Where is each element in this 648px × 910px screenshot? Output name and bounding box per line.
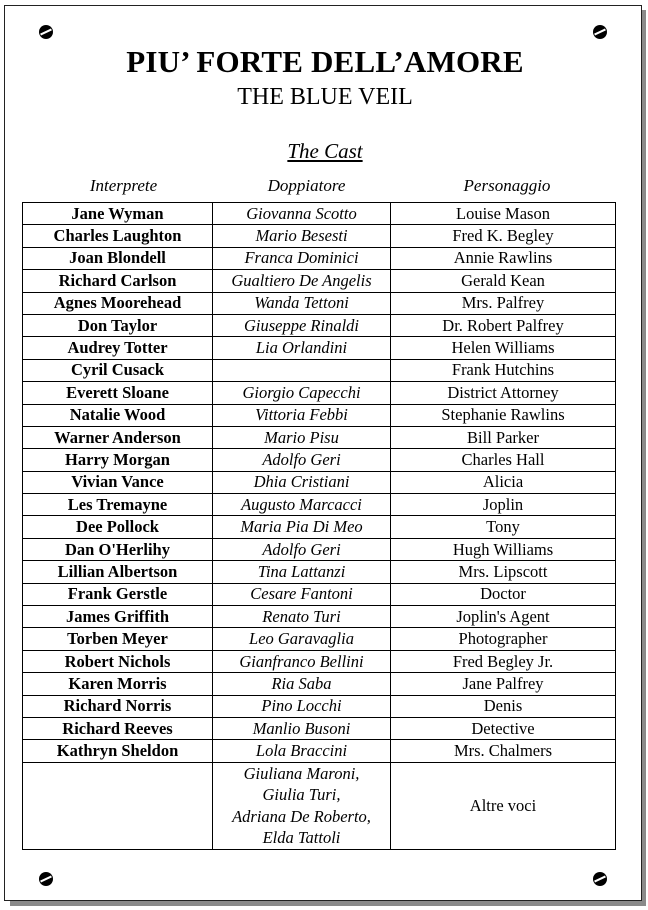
actor-cell: Harry Morgan bbox=[23, 449, 213, 471]
dubber-cell: Mario Besesti bbox=[213, 225, 391, 247]
actor-cell: Charles Laughton bbox=[23, 225, 213, 247]
table-row bbox=[23, 740, 616, 762]
dubber-cell: Pino Locchi bbox=[213, 695, 391, 717]
table-row bbox=[23, 561, 616, 583]
table-row bbox=[23, 583, 616, 605]
actor-cell: Torben Meyer bbox=[23, 628, 213, 650]
actor-cell: Everett Sloane bbox=[23, 382, 213, 404]
table-row bbox=[23, 404, 616, 426]
role-cell: Frank Hutchins bbox=[391, 359, 616, 381]
dubber-cell: Lia Orlandini bbox=[213, 337, 391, 359]
dubber-cell: Vittoria Febbi bbox=[213, 404, 391, 426]
dubber-cell: Giuseppe Rinaldi bbox=[213, 314, 391, 336]
actor-cell: Don Taylor bbox=[23, 314, 213, 336]
table-row bbox=[23, 628, 616, 650]
screw-hole-bottom-left bbox=[39, 872, 53, 886]
actor-cell: Dee Pollock bbox=[23, 516, 213, 538]
role-cell: Bill Parker bbox=[391, 426, 616, 448]
actor-cell bbox=[23, 762, 213, 849]
dubber-cell: Franca Dominici bbox=[213, 247, 391, 269]
role-cell: Gerald Kean bbox=[391, 270, 616, 292]
role-cell: Louise Mason bbox=[391, 203, 616, 225]
table-row bbox=[23, 717, 616, 739]
table-row bbox=[23, 292, 616, 314]
page-title: PIU’ FORTE DELL’AMORE bbox=[126, 44, 524, 79]
cast-table bbox=[22, 202, 616, 850]
table-row bbox=[23, 695, 616, 717]
role-cell: Mrs. Chalmers bbox=[391, 740, 616, 762]
table-row bbox=[23, 337, 616, 359]
actor-cell: Les Tremayne bbox=[23, 494, 213, 516]
dubber-cell: Leo Garavaglia bbox=[213, 628, 391, 650]
table-row bbox=[23, 314, 616, 336]
dubber-cell: Adolfo Geri bbox=[213, 538, 391, 560]
dubber-line: Giuliana Maroni, bbox=[243, 763, 360, 783]
role-cell: Helen Williams bbox=[391, 337, 616, 359]
dubber-cell: Lola Braccini bbox=[213, 740, 391, 762]
role-cell: Mrs. Lipscott bbox=[391, 561, 616, 583]
table-row bbox=[23, 673, 616, 695]
actor-cell: Cyril Cusack bbox=[23, 359, 213, 381]
table-row bbox=[23, 203, 616, 225]
dubber-line: Giulia Turi, bbox=[262, 785, 341, 805]
dubber-cell bbox=[213, 359, 391, 381]
dubber-cell: Wanda Tettoni bbox=[213, 292, 391, 314]
column-header-doppiatore: Doppiatore bbox=[267, 176, 346, 195]
table-row bbox=[23, 270, 616, 292]
page-subtitle: THE BLUE VEIL bbox=[237, 84, 413, 110]
table-row bbox=[23, 650, 616, 672]
role-cell: Stephanie Rawlins bbox=[391, 404, 616, 426]
dubber-cell: Mario Pisu bbox=[213, 426, 391, 448]
table-row bbox=[23, 538, 616, 560]
screw-hole-top-left bbox=[39, 25, 53, 39]
role-cell: Jane Palfrey bbox=[391, 673, 616, 695]
screw-hole-bottom-right bbox=[593, 872, 607, 886]
table-row bbox=[23, 426, 616, 448]
dubber-cell: Ria Saba bbox=[213, 673, 391, 695]
table-row bbox=[23, 382, 616, 404]
role-cell: Photographer bbox=[391, 628, 616, 650]
actor-cell: Robert Nichols bbox=[23, 650, 213, 672]
actor-cell: Audrey Totter bbox=[23, 337, 213, 359]
cast-heading: The Cast bbox=[287, 139, 363, 163]
dubber-cell bbox=[213, 762, 391, 849]
dubber-cell: Adolfo Geri bbox=[213, 449, 391, 471]
cast-table-body bbox=[23, 203, 616, 850]
role-cell: Fred Begley Jr. bbox=[391, 650, 616, 672]
actor-cell: James Griffith bbox=[23, 606, 213, 628]
dubber-cell: Giorgio Capecchi bbox=[213, 382, 391, 404]
actor-cell: Agnes Moorehead bbox=[23, 292, 213, 314]
dubber-cell: Giovanna Scotto bbox=[213, 203, 391, 225]
dubber-cell: Cesare Fantoni bbox=[213, 583, 391, 605]
table-row bbox=[23, 494, 616, 516]
actor-cell: Lillian Albertson bbox=[23, 561, 213, 583]
role-cell: Doctor bbox=[391, 583, 616, 605]
dubber-cell: Gianfranco Bellini bbox=[213, 650, 391, 672]
role-cell: Annie Rawlins bbox=[391, 247, 616, 269]
dubber-line: Elda Tattoli bbox=[262, 828, 341, 848]
table-row bbox=[23, 516, 616, 538]
dubber-cell: Dhia Cristiani bbox=[213, 471, 391, 493]
table-row bbox=[23, 606, 616, 628]
role-cell: Joplin bbox=[391, 494, 616, 516]
role-cell: District Attorney bbox=[391, 382, 616, 404]
table-row bbox=[23, 225, 616, 247]
column-header-interprete: Interprete bbox=[89, 176, 158, 195]
cast-sheet bbox=[4, 5, 642, 901]
dubber-cell: Tina Lattanzi bbox=[213, 561, 391, 583]
role-cell: Fred K. Begley bbox=[391, 225, 616, 247]
actor-cell: Natalie Wood bbox=[23, 404, 213, 426]
dubber-cell: Manlio Busoni bbox=[213, 717, 391, 739]
actor-cell: Warner Anderson bbox=[23, 426, 213, 448]
actor-cell: Richard Norris bbox=[23, 695, 213, 717]
role-cell: Denis bbox=[391, 695, 616, 717]
role-cell: Hugh Williams bbox=[391, 538, 616, 560]
dubber-cell: Maria Pia Di Meo bbox=[213, 516, 391, 538]
role-cell: Altre voci bbox=[391, 762, 616, 849]
dubber-cell: Renato Turi bbox=[213, 606, 391, 628]
actor-cell: Jane Wyman bbox=[23, 203, 213, 225]
table-row-other-voices bbox=[23, 762, 616, 849]
actor-cell: Karen Morris bbox=[23, 673, 213, 695]
actor-cell: Richard Carlson bbox=[23, 270, 213, 292]
screw-hole-top-right bbox=[593, 25, 607, 39]
actor-cell: Vivian Vance bbox=[23, 471, 213, 493]
role-cell: Tony bbox=[391, 516, 616, 538]
dubber-line: Adriana De Roberto, bbox=[232, 806, 371, 826]
role-cell: Detective bbox=[391, 717, 616, 739]
table-row bbox=[23, 247, 616, 269]
column-header-personaggio: Personaggio bbox=[463, 176, 551, 195]
actor-cell: Richard Reeves bbox=[23, 717, 213, 739]
role-cell: Joplin's Agent bbox=[391, 606, 616, 628]
role-cell: Alicia bbox=[391, 471, 616, 493]
table-row bbox=[23, 449, 616, 471]
dubber-cell: Gualtiero De Angelis bbox=[213, 270, 391, 292]
actor-cell: Frank Gerstle bbox=[23, 583, 213, 605]
dubber-cell: Augusto Marcacci bbox=[213, 494, 391, 516]
actor-cell: Kathryn Sheldon bbox=[23, 740, 213, 762]
role-cell: Mrs. Palfrey bbox=[391, 292, 616, 314]
role-cell: Dr. Robert Palfrey bbox=[391, 314, 616, 336]
actor-cell: Dan O'Herlihy bbox=[23, 538, 213, 560]
table-row bbox=[23, 471, 616, 493]
actor-cell: Joan Blondell bbox=[23, 247, 213, 269]
role-cell: Charles Hall bbox=[391, 449, 616, 471]
table-row bbox=[23, 359, 616, 381]
